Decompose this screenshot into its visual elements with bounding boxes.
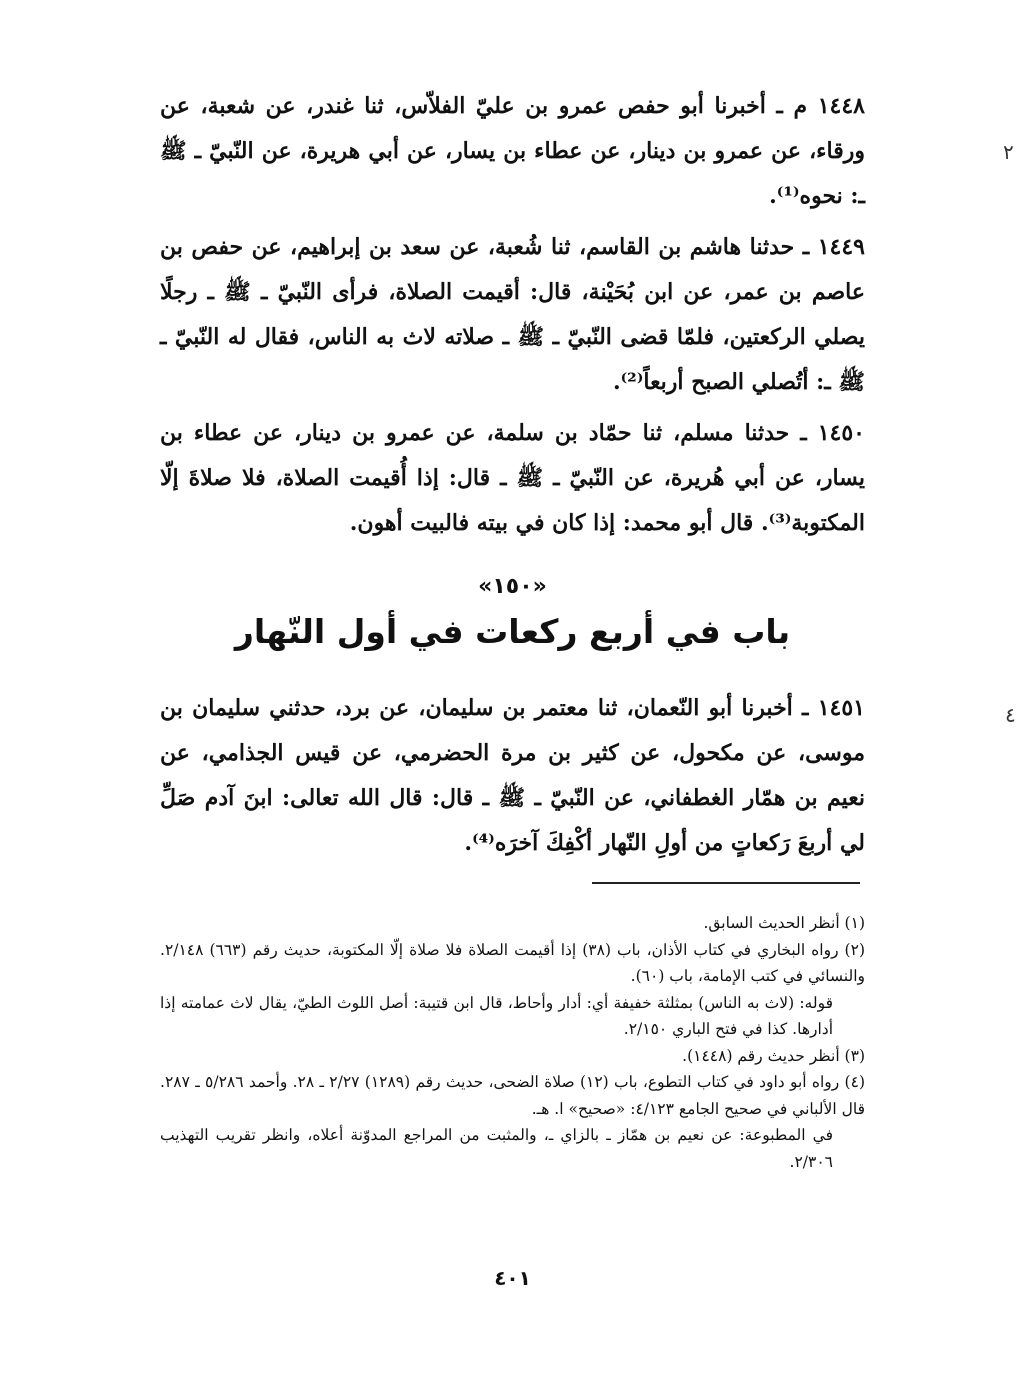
page-number: ٤٠١ (494, 1266, 531, 1290)
hadith-1451: ١٤٥١ ـ أخبرنا أبو النّعمان، ثنا معتمر بن سليمان، عن برد، حدثني سليمان بن موسى، عن مكحول، عن كثير بن مرة الحضرمي، عن قيس الجذامي، عن نعيم بن همّار الغطفاني، عن النّبيّ ـ ﷺ ـ قال: قال الله تعالى: ابنَ آدم صَلِّ لي أربعَ رَكعاتٍ من أولِ النّهار أكْفِكَ آخرَه⁽⁴⁾. (160, 695, 865, 856)
footnote-1: (١) أنظر الحديث السابق. (703, 914, 865, 932)
footnote-4-note: في المطبوعة: عن نعيم بن همّاز ـ بالزاي ـ، والمثبت من المراجع المدوّنة أعلاه، وانظر تقريب التهذيب ٢/٣٠٦. (160, 1126, 833, 1171)
margin-mark-middle: ٤ (1005, 703, 1016, 727)
footnote-4: (٤) رواه أبو داود في كتاب التطوع، باب (١٢) صلاة الضحى، حديث رقم (١٢٨٩) ٢/٢٧ ـ ٢٨. وأحمد ٥/٢٨٦ ـ ٢٨٧. قال الألباني في صحيح الجامع ٤/١٢٣: «صحيح» ا. هـ. (160, 1073, 865, 1118)
footnote-3: (٣) أنظر حديث رقم (١٤٤٨). (682, 1046, 865, 1065)
footnotes (160, 910, 865, 1175)
hadith-1449: ١٤٤٩ ـ حدثنا هاشم بن القاسم، ثنا شُعبة، عن سعد بن إبراهيم، عن حفص بن عاصم بن عمر، عن ابن بُحَيْنة، قال: أقيمت الصلاة، فرأى النّبيّ ـ ﷺ ـ رجلًا يصلي الركعتين، فلمّا قضى النّبيّ ـ ﷺ ـ صلاته لاث به الناس، فقال له النّبيّ ـ ﷺ ـ: أتُصلي الصبح أربعاً⁽²⁾. (160, 234, 865, 395)
footnote-divider (592, 882, 860, 884)
section-number: «١٥٠» (478, 574, 547, 599)
footnote-2-note: قوله: (لاث به الناس) بمثلثة خفيفة أي: أدار وأحاط، قال ابن قتيبة: أصل اللوث الطيّ، يقال لاث عمامته إذا أدارها. كذا في فتح الباري ٢/١٥٠. (160, 993, 833, 1038)
hadith-1450: ١٤٥٠ ـ حدثنا مسلم، ثنا حمّاد بن سلمة، عن عمرو بن دينار، عن عطاء بن يسار، عن أبي هُريرة، عن النّبيّ ـ ﷺ ـ قال: إذا أُقيمت الصلاة، فلا صلاةَ إلّا المكتوبة⁽³⁾. قال أبو محمد: إذا كان في بيته فالبيت أهون. (160, 420, 865, 536)
section-title: باب في أربع ركعات في أول النّهار (234, 612, 791, 651)
footnote-2: (٢) رواه البخاري في كتاب الأذان، باب (٣٨) إذا أقيمت الصلاة فلا صلاة إلّا المكتوبة، حديث رقم (٦٦٣) ٢/١٤٨. والنسائي في كتب الإمامة، باب (٦٠). (160, 940, 865, 985)
top-text-block (160, 84, 865, 546)
hadith-1448: ١٤٤٨ م ـ أخبرنا أبو حفص عمرو بن عليّ الفلاّس، ثنا غندر، عن شعبة، عن ورقاء، عن عمرو بن دينار، عن عطاء بن يسار، عن أبي هريرة، عن النّبيّ ـ ﷺ ـ: نحوه⁽¹⁾. (160, 93, 865, 209)
bottom-text-block (160, 686, 865, 866)
margin-mark-top: ٢ (1003, 140, 1014, 164)
